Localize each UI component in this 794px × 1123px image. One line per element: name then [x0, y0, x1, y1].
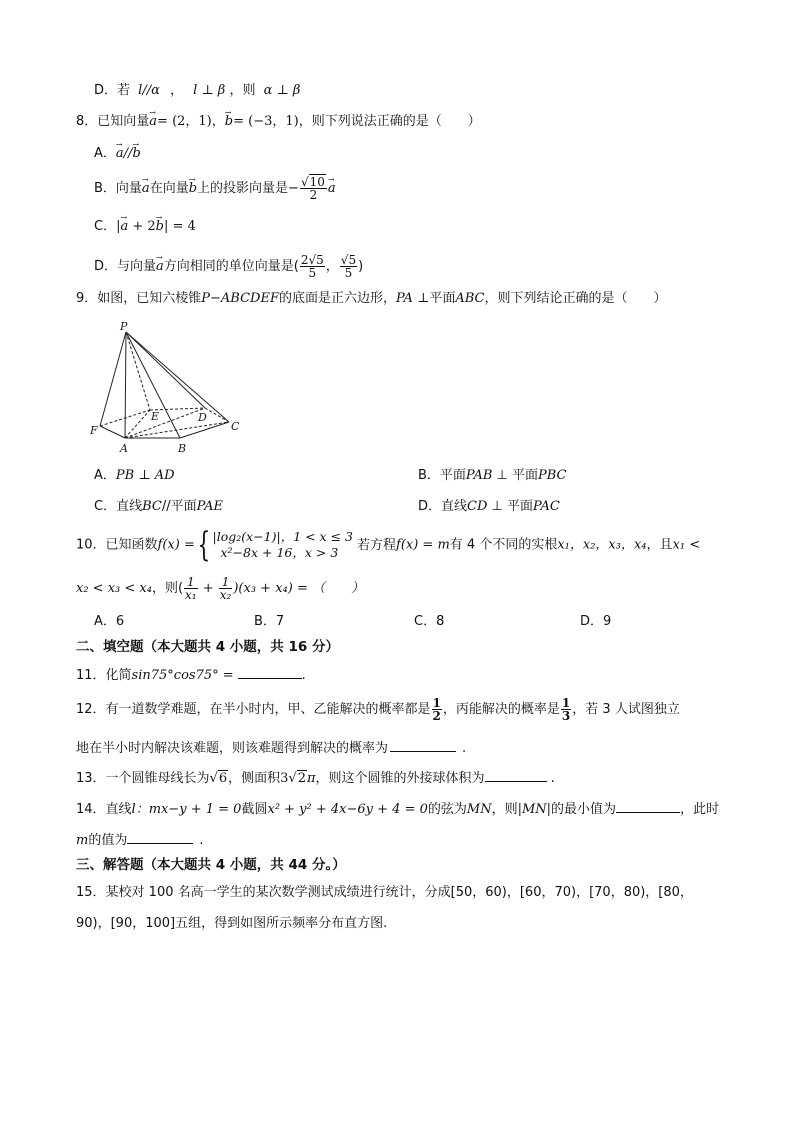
q10-fx: f(x) = — [157, 537, 195, 553]
q14-abs-mn: |MN| — [517, 802, 552, 817]
q9b-expr1: PAB — [465, 468, 493, 483]
q8d-text1: D．与向量 — [94, 259, 157, 274]
q12-fraction-1 — [432, 697, 442, 722]
hexagonal-pyramid-figure — [88, 318, 248, 458]
q10-fraction-1 — [184, 576, 198, 601]
q12-end: . — [462, 741, 467, 756]
q8-option-b — [94, 176, 336, 201]
q8d-f2-num: √5 — [340, 253, 357, 267]
q15-line2: 90)，[90，100]五组，得到如图所示频率分布直方图. — [76, 916, 388, 931]
q9a-expr: PB ⊥ AD — [115, 468, 175, 483]
q14-text6: ，此时 — [680, 802, 720, 817]
label-a: A — [120, 442, 128, 455]
q14-text1: 14．直线 — [76, 802, 132, 817]
q8d-fraction-2 — [340, 254, 357, 279]
q7d-concl: α ⊥ β — [263, 83, 301, 98]
section2-heading: 二、填空题（本大题共 4 小题，共 16 分） — [76, 639, 339, 655]
q14-end: . — [199, 833, 204, 848]
q10-text2: 若方程 — [357, 537, 397, 553]
q9-stem — [76, 290, 666, 308]
label-p: P — [120, 320, 128, 333]
q10-option-a: A．6 — [94, 614, 125, 629]
q11-answer-blank[interactable] — [238, 665, 302, 679]
q10-case2: x²−8x + 16，x > 3 — [220, 545, 339, 560]
q9d-label: D．直线 — [418, 499, 468, 514]
edge-pa — [125, 332, 126, 438]
q9d-expr2: PAC — [532, 499, 560, 514]
q12-f1-num: 1 — [432, 696, 441, 710]
vector-a: a → — [328, 180, 336, 198]
q12-text2: ，丙能解决的概率是 — [442, 702, 560, 717]
q8-b-value: = (−3，1)，则下列说法正确的是（ ） — [233, 114, 481, 129]
q10-ineq2: x₂ < x₃ < x₄ — [76, 581, 152, 596]
q13-coef: 3 — [280, 771, 289, 786]
q10-option-b: B．7 — [254, 614, 285, 629]
q7d-then: ，则 — [229, 83, 256, 98]
q13-sqrt2: √2 — [288, 771, 306, 786]
q12-text4: 地在半小时内解决该难题，则该难题得到解决的概率为 — [76, 741, 389, 756]
q8d-f2-den: 5 — [344, 266, 353, 280]
label-f: F — [90, 424, 98, 437]
q10-text6: )(x₃ + x₄) = （ ） — [233, 581, 364, 596]
section3-heading: 三、解答题（本大题共 4 小题，共 44 分。） — [76, 857, 346, 873]
q8b-fraction: $\frac{√10}{2}$ — [300, 175, 325, 202]
q10-f1-num: 1 — [184, 576, 198, 589]
q10-brace: { — [197, 525, 211, 565]
q10-cases — [213, 529, 354, 561]
vector-b: b → — [189, 180, 197, 198]
vector-a: a → — [156, 258, 164, 276]
q14-text5: 的最小值为 — [551, 802, 617, 817]
q12-answer-blank[interactable] — [390, 738, 456, 752]
q9-pyramid: P−ABCDEF — [201, 291, 279, 306]
q11-end: . — [301, 668, 306, 683]
q8d-end: ) — [358, 259, 364, 274]
q8d-sep: ， — [325, 259, 339, 274]
edge-pf — [100, 332, 126, 426]
q9-cond: PA ⊥ — [396, 291, 430, 306]
q9-option-b — [418, 467, 567, 485]
q13-end: . — [550, 771, 555, 786]
q14-mn: MN — [466, 802, 492, 817]
q7-option-d — [94, 82, 300, 100]
q14-line2 — [76, 830, 203, 850]
q10-text4: ，且 — [646, 537, 673, 553]
q11-expr: sin75°cos75° = — [131, 668, 234, 683]
q7d-label: D．若 — [94, 83, 131, 98]
q8-option-d — [94, 254, 363, 279]
q10-roots: x₁，x₂，x₃，x₄ — [557, 537, 647, 553]
q15-line1: 15．某校对 100 名高一学生的某次数学测试成绩进行统计，分成[50，60)，[60，70)，[70，80)，[80， — [76, 885, 693, 900]
q8d-f1-num: 2√5 — [300, 253, 324, 267]
q14-line-eq: l：mx−y + 1 = 0 — [131, 802, 242, 817]
q8-stem-text: 8．已知向量 — [76, 114, 150, 129]
q9a-label: A． — [94, 468, 116, 483]
q9c-expr2: PAE — [196, 499, 224, 514]
q9-text3: 平面 — [429, 291, 456, 306]
q13-text1: 13．一个圆锥母线长为 — [76, 771, 210, 786]
q10-text3: 有 4 个不同的实根 — [449, 537, 558, 553]
q12-text1: 12．有一道数学难题，在半小时内，甲、乙能解决的概率都是 — [76, 702, 431, 717]
q13-sqrt6-val: 6 — [218, 771, 228, 786]
vector-a: a → — [116, 145, 124, 163]
q10-stem — [76, 525, 701, 565]
q12-f2-num: 1 — [561, 696, 571, 710]
label-d: D — [198, 411, 207, 424]
q14-line1 — [76, 799, 719, 819]
q10-text5: ，则( — [151, 581, 184, 596]
q12-f2-den: 3 — [561, 709, 571, 723]
q13-text2: ，侧面积 — [228, 771, 281, 786]
q8-option-a — [94, 145, 141, 163]
q8-a-value: = (2，1)， — [157, 114, 225, 129]
q9b-expr2: PBC — [538, 468, 567, 483]
q14-answer-blank-1[interactable] — [616, 799, 680, 813]
q14-answer-blank-2[interactable] — [127, 830, 193, 844]
q12-line1 — [76, 696, 680, 724]
edge-dc — [205, 408, 229, 422]
vector-a: a → — [142, 180, 150, 198]
q8-option-c — [94, 218, 196, 236]
q10-plus: + — [198, 581, 218, 596]
q7d-sep: ， — [170, 83, 184, 98]
q13-answer-blank[interactable] — [485, 768, 547, 782]
q9b-label: B．平面 — [418, 468, 466, 483]
q8d-text2: 方向相同的单位向量是( — [163, 259, 299, 274]
q14-text2: 截圆 — [241, 802, 268, 817]
q8b-text2: 在向量 — [149, 181, 189, 196]
q9-option-c — [94, 498, 223, 516]
q10-ineq1: x₁ < — [672, 537, 701, 553]
q10-case1: |log₂(x−1)|，1 < x ≤ 3 — [212, 529, 353, 544]
q12-line2 — [76, 738, 466, 758]
label-e: E — [151, 410, 160, 423]
edge-bc — [180, 422, 229, 438]
q8c-label: C． — [94, 219, 117, 234]
q13-pi: π — [307, 771, 316, 786]
q7d-cond1: l//α — [138, 83, 160, 98]
q13-text3: ，则这个圆锥的外接球体积为 — [315, 771, 485, 786]
q8a-expr: // — [123, 146, 133, 161]
q13 — [76, 768, 555, 788]
q11 — [76, 665, 306, 685]
q10-fraction-2 — [219, 576, 233, 601]
q10-f2-num: 1 — [219, 576, 233, 589]
q14-text4: ，则 — [491, 802, 518, 817]
vector-b: b → — [225, 113, 233, 131]
q9-text1: 9．如图，已知六棱锥 — [76, 291, 202, 306]
q7d-cond2: l ⊥ β — [193, 83, 226, 98]
vector-b: b → — [132, 145, 140, 163]
q8b-frac-num: 10 — [309, 175, 325, 189]
q9d-mid: ⊥ 平面 — [487, 499, 533, 514]
edge-pd — [126, 332, 205, 408]
q14-m: m — [76, 833, 89, 848]
q8b-frac-den: 2 — [309, 188, 318, 202]
q8d-f1-den: 5 — [308, 266, 317, 280]
q9-option-a — [94, 467, 175, 485]
q9c-label: C．直线 — [94, 499, 143, 514]
q9-text4: ，则下列结论正确的是（ ） — [484, 291, 667, 306]
edge-ac — [125, 422, 229, 438]
q8b-text1: B．向量 — [94, 181, 142, 196]
q12-text3: ，若 3 人试图独立 — [572, 702, 680, 717]
q9c-expr1: BC — [142, 499, 162, 514]
q8-stem — [76, 113, 481, 131]
q10-option-d: D．9 — [580, 614, 612, 629]
q8b-text3: 上的投影向量是− — [197, 181, 299, 196]
q10-eq: f(x) = m — [396, 537, 450, 553]
q10-f2-den: x₂ — [219, 588, 232, 602]
q10-line2 — [76, 574, 364, 604]
q14-text7: 的值为 — [88, 833, 128, 848]
q9-option-d — [418, 498, 560, 516]
q10-f1-den: x₁ — [185, 588, 197, 602]
q10-option-c: C．8 — [414, 614, 445, 629]
q8a-label: A． — [94, 146, 116, 161]
edge-ae — [125, 410, 150, 438]
label-c: C — [231, 420, 240, 433]
q12-f1-den: 2 — [432, 709, 441, 723]
q9-plane: ABC — [455, 291, 485, 306]
q9c-mid: //平面 — [161, 499, 197, 514]
label-b: B — [178, 442, 187, 455]
q8d-fraction-1 — [300, 254, 325, 279]
q8c-expr: |a → + 2b →| = 4 — [116, 219, 196, 234]
q10-text1: 10．已知函数 — [76, 537, 158, 553]
q11-text: 11．化简 — [76, 668, 132, 683]
edge-fa — [100, 426, 125, 438]
q14-text3: 的弦为 — [427, 802, 467, 817]
q9-text2: 的底面是正六边形， — [278, 291, 396, 306]
q12-fraction-2 — [561, 697, 571, 722]
q9d-expr1: CD — [467, 499, 488, 514]
q13-sqrt2-val: 2 — [297, 771, 306, 786]
q13-sqrt6: √6 — [209, 771, 228, 786]
q9b-mid: ⊥ 平面 — [492, 468, 539, 483]
vector-a: a → — [149, 113, 157, 131]
q14-circle-eq: x² + y² + 4x−6y + 4 = 0 — [267, 802, 428, 817]
